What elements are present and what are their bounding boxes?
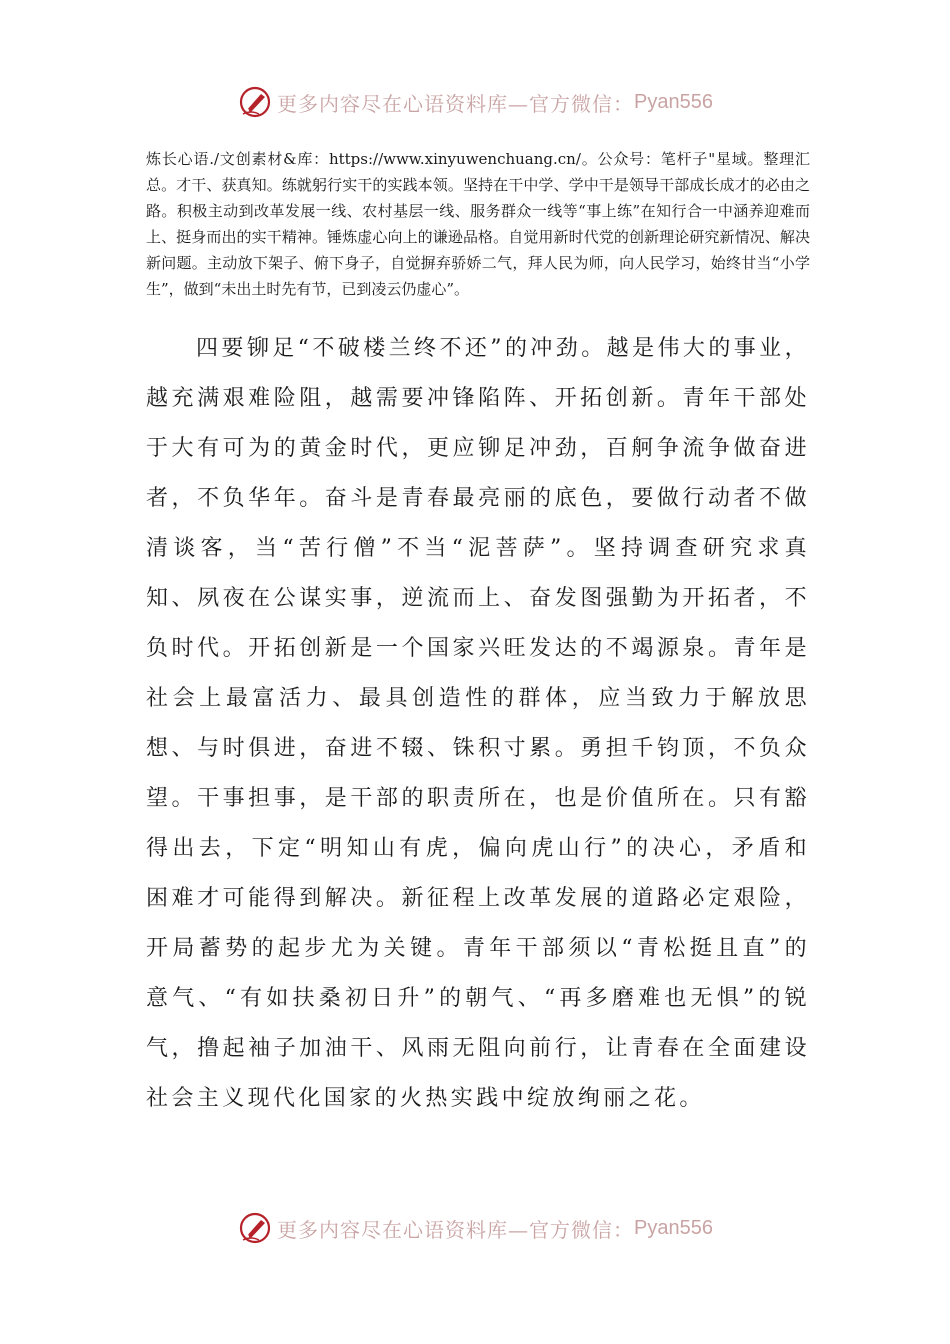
footer-banner-text: 更多内容尽在心语资料库—官方微信：: [277, 1217, 635, 1242]
pen-nib-circle-icon: [237, 1210, 273, 1246]
intro-paragraph: 炼长心语./文创素材&库：https://www.xinyuwenchuang.cn/。公众号：笔杆子"星域。整理汇总。才干、获真知。练就躬行实干的实践本领。坚持在干中学、学中干是领导干部成长成才的必由之路。积极主动到改革发展一线、农村基层一线、服务群众一线等“事上练”在知行合一中涵养迎难而上、挺身而出的实干精神。锤炼虚心向上的谦逊品格。自觉用新时代党的创新理论研究新情况、解决新问题。主动放下架子、俯下身子，自觉摒弃骄娇二气，拜人民为师，向人民学习，始终甘当“小学生”，做到“未出土时先有节，已到凌云仍虚心”。: [146, 150, 810, 298]
footer-banner-wechat-id: Pyan556: [634, 1216, 713, 1239]
footer-banner: [0, 1208, 950, 1248]
header-banner: [0, 82, 950, 122]
header-banner-text: 更多内容尽在心语资料库—官方微信：: [277, 91, 635, 116]
pen-nib-circle-icon: [237, 84, 273, 120]
main-paragraph: 四要铆足“不破楼兰终不还”的冲劲。越是伟大的事业，越充满艰难险阻，越需要冲锋陷阵、开拓创新。青年干部处于大有可为的黄金时代，更应铆足冲劲，百舸争流争做奋进者，不负华年。奋斗是青春最亮丽的底色，要做行动者不做清谈客，当“苦行僧”不当“泥菩萨”。坚持调查研究求真知、夙夜在公谋实事，逆流而上、奋发图强勤为开拓者，不负时代。开拓创新是一个国家兴旺发达的不竭源泉。青年是社会上最富活力、最具创造性的群体，应当致力于解放思想、与时俱进，奋进不辍、铢积寸累。勇担千钧顶，不负众望。干事担事，是干部的职责所在，也是价值所在。只有豁得出去，下定“明知山有虎，偏向虎山行”的决心，矛盾和困难才可能得到解决。新征程上改革发展的道路必定艰险，开局蓄势的起步尤为关键。青年干部须以“青松挺且直”的意气、“有如扶桑初日升”的朝气、“再多磨难也无惧”的锐气，撸起袖子加油干、风雨无阻向前行，让青春在全面建设社会主义现代化国家的火热实践中绽放绚丽之花。: [146, 336, 810, 1111]
header-banner-wechat-id: Pyan556: [634, 90, 713, 113]
